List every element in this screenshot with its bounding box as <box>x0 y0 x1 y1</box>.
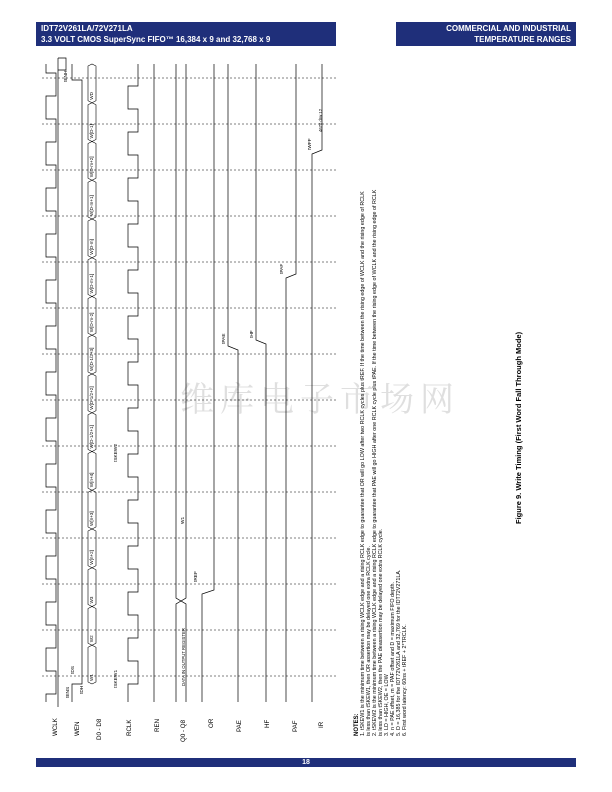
ann-tdh: tDH <box>80 685 85 694</box>
watermark: 维库电子市场网 <box>180 380 460 420</box>
ann-tens: tENS <box>66 686 71 698</box>
data-word-label: W[n+4] <box>89 472 94 488</box>
ann-fig-id: 4670 drw 12 <box>318 108 323 132</box>
signal-ir: IR <box>318 721 325 728</box>
signal-rclk: RCLK <box>126 719 133 736</box>
signal-hf: HF <box>264 719 271 728</box>
note-2b: is less than tSKEW2, then the PAE deassertion may be delayed one extra RCLK cycle. <box>378 528 384 736</box>
signal-ren: REN <box>154 718 161 732</box>
data-word-label: WD <box>89 92 94 100</box>
data-word-label: W[D-1/2+1] <box>89 425 94 449</box>
data-word-label: W[D-m+2] <box>89 156 94 178</box>
note-3: 3. LD = HIGH, OE = LOW <box>384 674 390 736</box>
ann-tpaf: tPAF <box>280 263 285 274</box>
note-1b: is less than tSKEW1, then OR assertion may be delayed one extra RCLK cycle. <box>366 546 372 736</box>
part-description: 3.3 VOLT CMOS SuperSync FIFO™ 16,384 x 9 and 32,768 x 9 <box>41 35 271 44</box>
ann-tenh: tENH <box>64 70 69 82</box>
signal-wclk: WCLK <box>52 718 59 736</box>
range-line-2: TEMPERATURE RANGES <box>474 35 571 44</box>
timing-diagram <box>36 52 576 754</box>
note-5: 5. D = 16,385 for the IDT72V261LA and 32,769 for the IDT72V271LA. <box>396 569 402 736</box>
header-part-title <box>36 22 336 46</box>
data-word-label: W2 <box>89 635 94 643</box>
ann-q-word: W1 <box>181 516 186 524</box>
ann-tskew1: tSKEW1 <box>114 669 119 688</box>
page-header <box>36 22 576 46</box>
note-4: 4. n = PAE offset, m = PAF offset and D = maximum FIFO depth. <box>390 581 396 736</box>
ann-tpae: tPAE <box>222 333 227 344</box>
signal-or: OR <box>208 718 215 728</box>
ann-thf: tHF <box>250 330 255 338</box>
ann-tskew2: tSKEW2 <box>114 443 119 462</box>
data-word-label: W3 <box>89 596 94 604</box>
signal-pae: PAE <box>236 720 243 732</box>
page-footer <box>36 758 576 767</box>
notes <box>354 190 408 736</box>
data-word-label: W[D-m+1] <box>89 195 94 216</box>
note-6: 6. First word latency: 60ns + tREF + 2*TRCLK. <box>402 624 408 736</box>
rotated-labels <box>36 52 576 754</box>
note-1a: 1. tSKEW1 is the minimum time between a rising WCLK edge and a rising RCLK edge to guarantee that OR will go LOW after two RCLK cycles plus tREF. If the time between the rising edge of WCLK and the rising edge of RCLK <box>360 191 366 736</box>
part-number: IDT72V261LA/72V271LA <box>41 24 133 33</box>
note-2a: 2. tSKEW2 is the minimum time between a rising WCLK edge and a rising RCLK edge to guarantee that PAE will go HIGH after one RCLK cycle plus tPAE. If the time between the rising edge of WCLK and the rising edge of RCLK <box>372 189 378 736</box>
ann-tref: tREF <box>194 571 199 582</box>
range-line-1: COMMERCIAL AND INDUSTRIAL <box>446 24 571 33</box>
signal-q0-q8: Q0 - Q8 <box>180 719 187 742</box>
ann-twff: tWFF <box>308 138 313 150</box>
data-word-label: W[D-m-1] <box>89 273 94 294</box>
data-word-label: W[D-1/2+2] <box>89 386 94 410</box>
signal-paf: PAF <box>292 720 299 732</box>
notes-title: NOTES: <box>354 713 360 736</box>
figure-caption: Figure 9. Write Timing (First Word Fall Through Mode) <box>514 331 523 524</box>
data-word-label: W[n+2] <box>89 550 94 565</box>
data-word-label: W[D-1] <box>89 124 94 139</box>
signal-d0-d8: D0 - D8 <box>96 718 103 740</box>
data-word-label: W[n+3] <box>89 511 94 526</box>
signal-wen: WEN <box>74 721 81 736</box>
data-word-label: W[D-m] <box>89 239 94 255</box>
data-word-label: W[D-m-2] <box>89 312 94 333</box>
data-word-label: W[D-1/2+3] <box>89 347 94 371</box>
ann-data-in-output-register: DATA IN OUTPUT REGISTER <box>181 627 186 686</box>
page-number: 18 <box>302 759 310 766</box>
ann-tds: tDS <box>71 666 76 674</box>
header-temperature-range <box>396 22 576 46</box>
data-word-label: W1 <box>89 674 94 681</box>
